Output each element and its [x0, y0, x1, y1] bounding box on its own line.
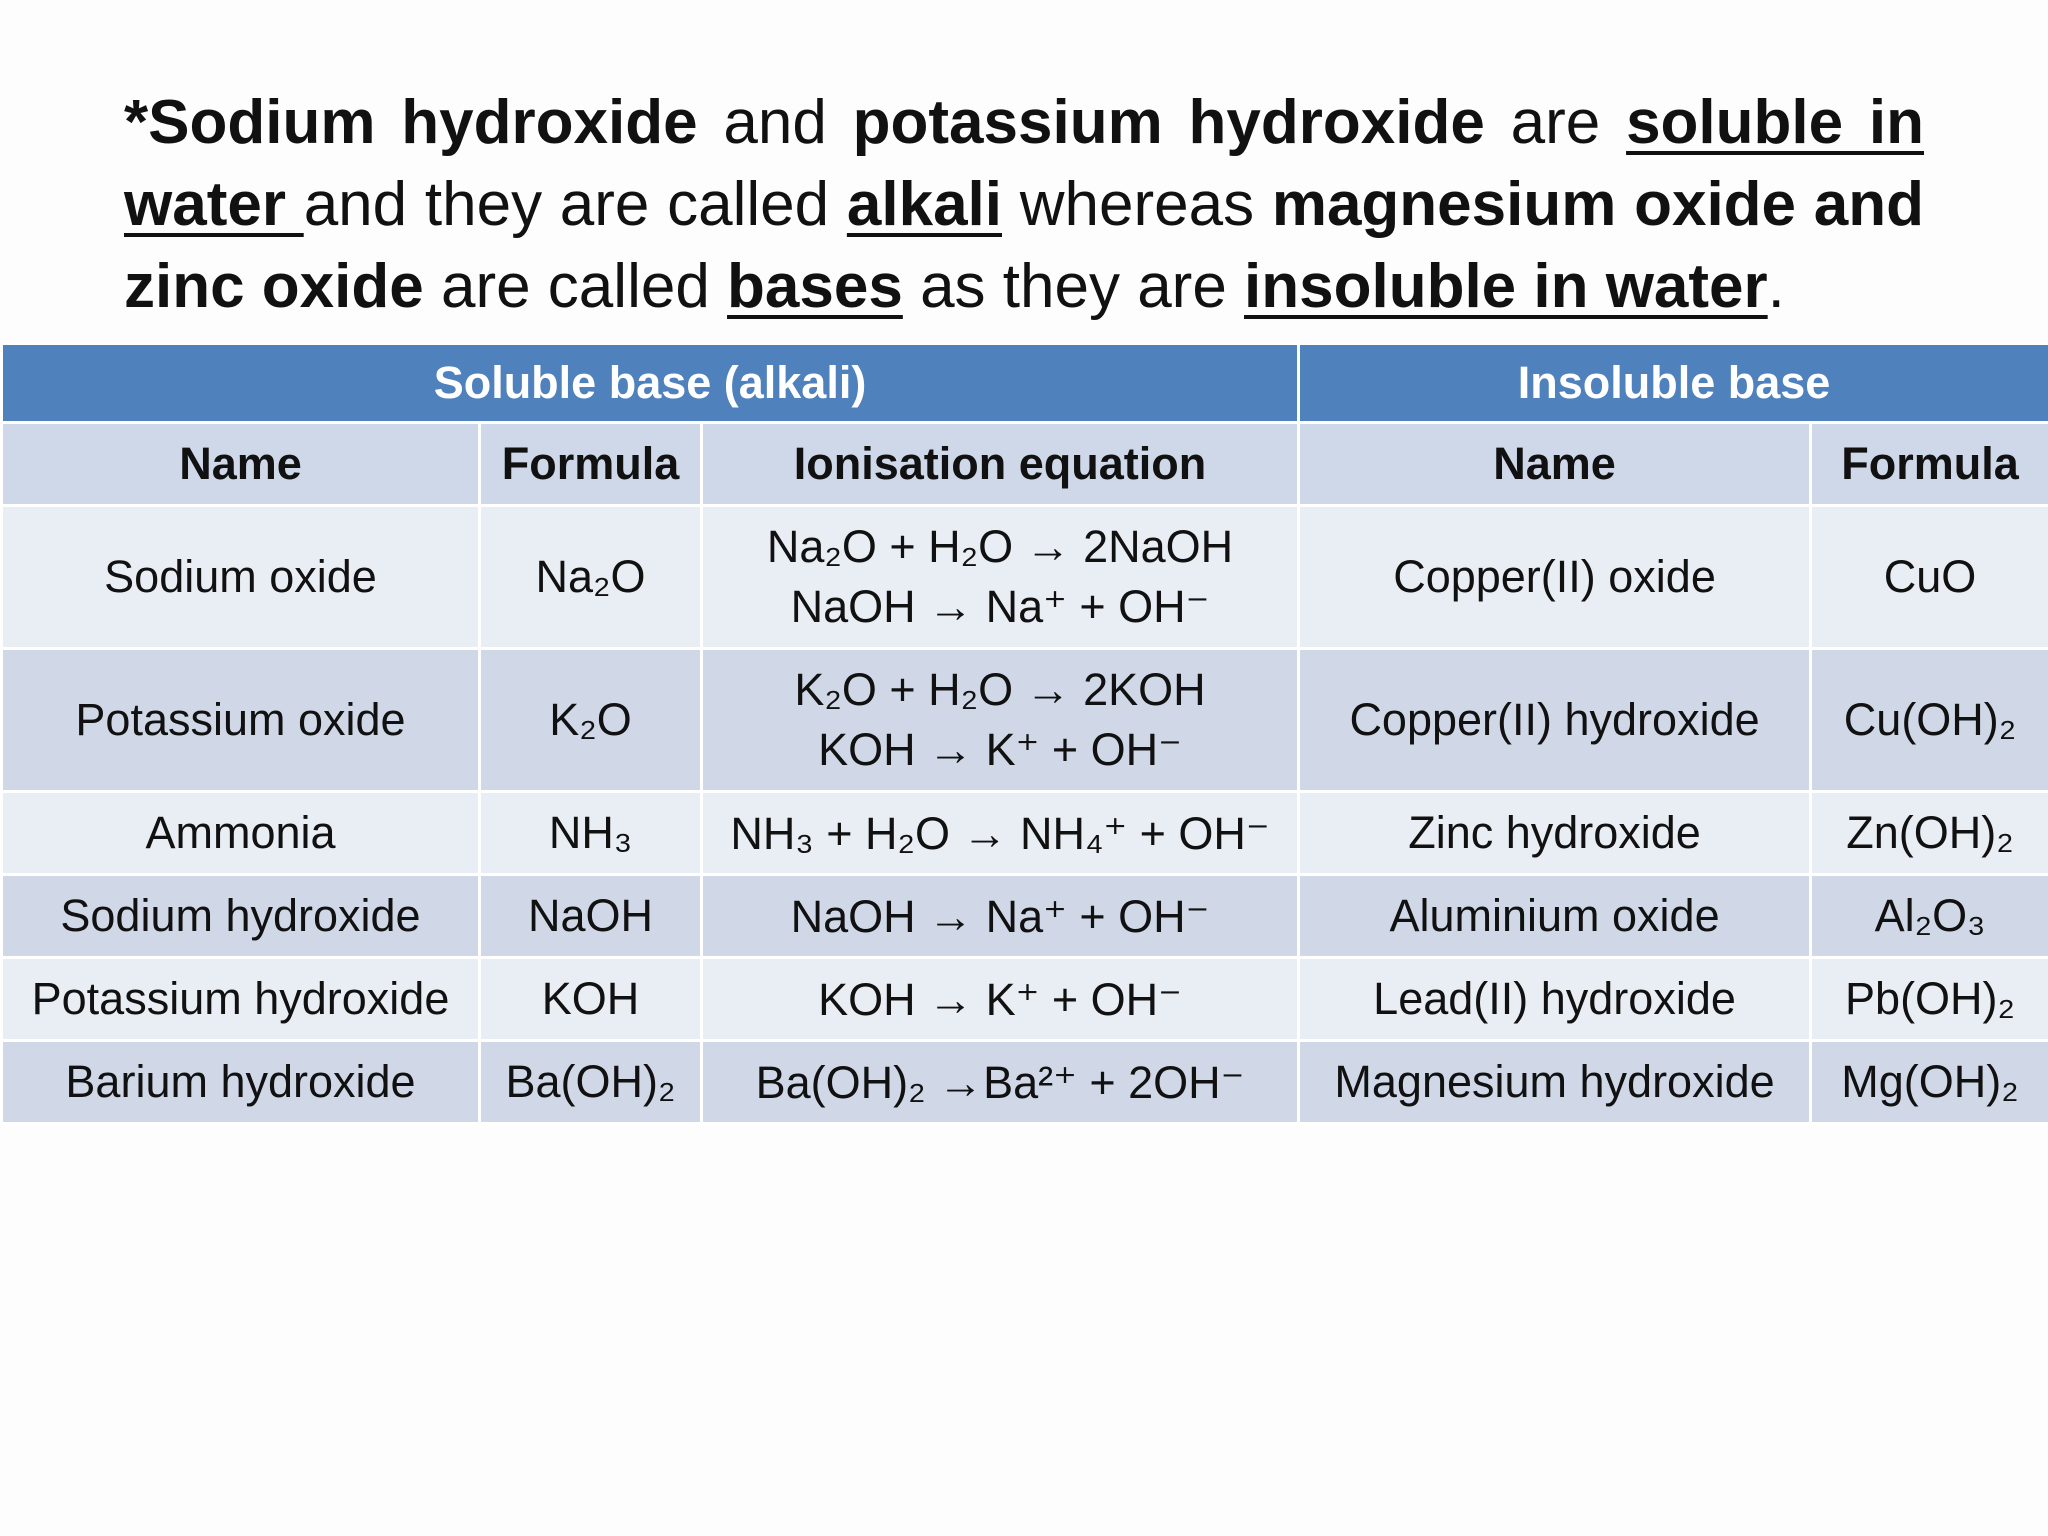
- cell-name: Barium hydroxide: [2, 1041, 480, 1124]
- table-row: [2, 792, 2048, 875]
- cell-insoluble-name: Magnesium hydroxide: [1299, 1041, 1811, 1124]
- group-header-soluble: Soluble base (alkali): [2, 344, 1299, 423]
- cell-name: Ammonia: [2, 792, 480, 875]
- cell-equation: KOH → K⁺ + OH⁻: [702, 958, 1299, 1041]
- cell-formula: NaOH: [480, 875, 702, 958]
- cell-formula: K₂O: [480, 649, 702, 792]
- cell-insoluble-formula: Cu(OH)₂: [1811, 649, 2048, 792]
- cell-insoluble-formula: Pb(OH)₂: [1811, 958, 2048, 1041]
- cell-insoluble-formula: CuO: [1811, 506, 2048, 649]
- intro-soluble-in-water: soluble in water: [124, 88, 1925, 239]
- group-header-insoluble: Insoluble base: [1299, 344, 2048, 423]
- column-header-name: Name: [2, 423, 480, 506]
- equation-line: Na₂O + H₂O → 2NaOH: [766, 521, 1234, 572]
- cell-equation: [702, 506, 1299, 649]
- cell-equation: NH₃ + H₂O → NH₄⁺ + OH⁻: [702, 792, 1299, 875]
- cell-formula: KOH: [480, 958, 702, 1041]
- cell-formula: NH₃: [480, 792, 702, 875]
- intro-text: and they are called: [303, 170, 847, 239]
- cell-name: Potassium oxide: [2, 649, 480, 792]
- column-header-insoluble-formula: Formula: [1811, 423, 2048, 506]
- cell-insoluble-formula: Zn(OH)₂: [1811, 792, 2048, 875]
- cell-insoluble-formula: Mg(OH)₂: [1811, 1041, 2048, 1124]
- intro-text: are called: [423, 252, 728, 321]
- intro-text: .: [1767, 252, 1785, 321]
- column-header-ionisation-equation: Ionisation equation: [702, 423, 1299, 506]
- intro-paragraph: [124, 82, 1924, 328]
- cell-equation: Ba(OH)₂ →Ba²⁺ + 2OH⁻: [702, 1041, 1299, 1124]
- intro-bold-sodium-hydroxide: *Sodium hydroxide: [124, 88, 698, 157]
- intro-text: whereas: [1002, 170, 1272, 239]
- cell-insoluble-name: Copper(II) oxide: [1299, 506, 1811, 649]
- cell-insoluble-name: Copper(II) hydroxide: [1299, 649, 1811, 792]
- intro-bold-oxides: magnesium oxide and zinc oxide: [124, 170, 1924, 321]
- cell-insoluble-formula: Al₂O₃: [1811, 875, 2048, 958]
- cell-formula: Na₂O: [480, 506, 702, 649]
- intro-text: as they are: [902, 252, 1245, 321]
- cell-insoluble-name: Aluminium oxide: [1299, 875, 1811, 958]
- equation-line: KOH → K⁺ + OH⁻: [818, 724, 1182, 775]
- cell-name: Sodium hydroxide: [2, 875, 480, 958]
- intro-alkali: alkali: [846, 170, 1002, 239]
- cell-name: Sodium oxide: [2, 506, 480, 649]
- cell-equation: [702, 649, 1299, 792]
- cell-name: Potassium hydroxide: [2, 958, 480, 1041]
- equation-line: NaOH → Na⁺ + OH⁻: [790, 581, 1210, 632]
- intro-text: and: [697, 88, 853, 157]
- column-header-insoluble-name: Name: [1299, 423, 1811, 506]
- table-row: [2, 875, 2048, 958]
- column-header-formula: Formula: [480, 423, 702, 506]
- table-row: [2, 958, 2048, 1041]
- cell-formula: Ba(OH)₂: [480, 1041, 702, 1124]
- intro-insoluble-in-water: insoluble in water: [1244, 252, 1768, 321]
- bases-table: [0, 342, 2048, 1125]
- intro-bases: bases: [727, 252, 903, 321]
- cell-insoluble-name: Zinc hydroxide: [1299, 792, 1811, 875]
- intro-text: are: [1484, 88, 1627, 157]
- intro-bold-potassium-hydroxide: potassium hydroxide: [852, 88, 1485, 157]
- equation-line: K₂O + H₂O → 2KOH: [794, 664, 1206, 715]
- table-row: [2, 1041, 2048, 1124]
- cell-equation: NaOH → Na⁺ + OH⁻: [702, 875, 1299, 958]
- table-row: [2, 649, 2048, 792]
- cell-insoluble-name: Lead(II) hydroxide: [1299, 958, 1811, 1041]
- table-row: [2, 506, 2048, 649]
